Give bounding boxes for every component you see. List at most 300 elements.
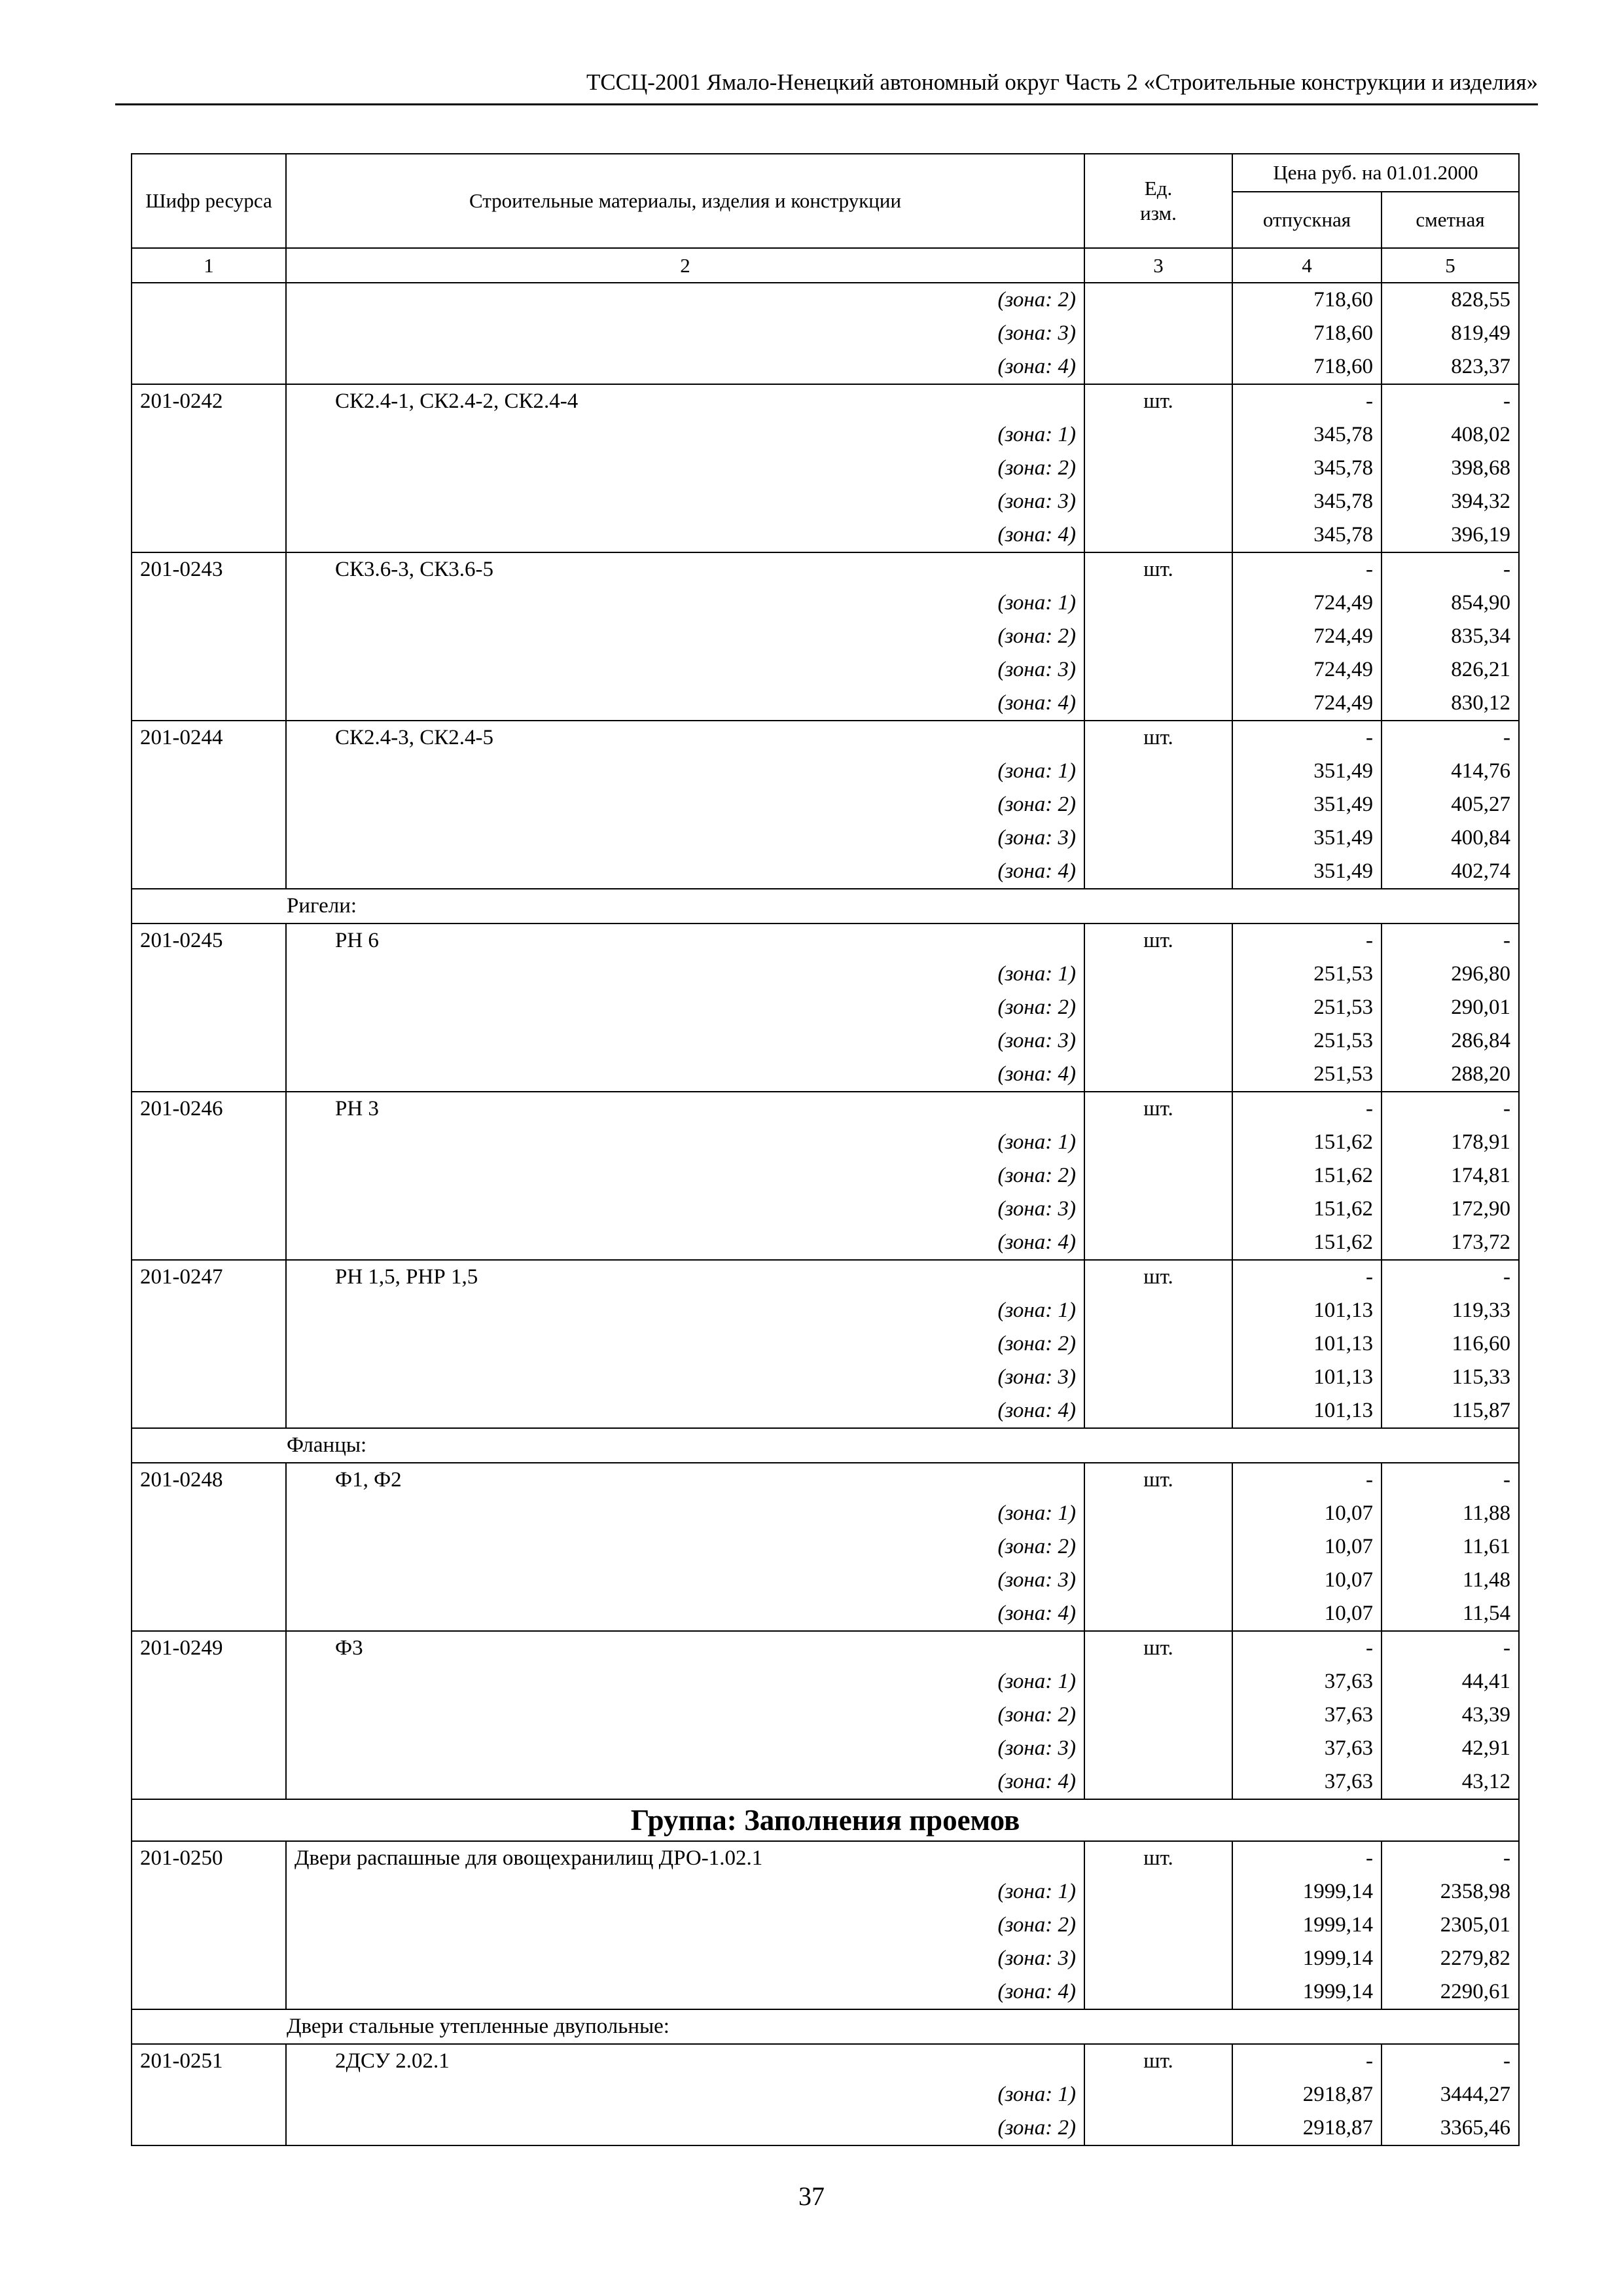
zone-label: (зона: 1) <box>286 958 1084 991</box>
unit-empty <box>1084 317 1232 350</box>
zone-price-row <box>132 821 1519 855</box>
unit-empty <box>1084 1159 1232 1193</box>
subsection-title: Фланцы: <box>132 1428 1519 1463</box>
unit-empty <box>1084 418 1232 452</box>
zone-label: (зона: 1) <box>286 1126 1084 1159</box>
release-price: - <box>1232 1841 1382 1875</box>
unit-of-measure: шт. <box>1084 1260 1232 1294</box>
release-price: 251,53 <box>1232 958 1382 991</box>
resource-code-empty <box>132 2111 286 2145</box>
resource-code-empty <box>132 1732 286 1765</box>
zone-label: (зона: 4) <box>286 1058 1084 1092</box>
resource-code-empty <box>132 1294 286 1327</box>
estimate-price: 3365,46 <box>1382 2111 1519 2145</box>
zone-price-row <box>132 2111 1519 2145</box>
estimate-price: - <box>1382 924 1519 958</box>
resource-code-empty <box>132 1665 286 1698</box>
release-price: 724,49 <box>1232 586 1382 620</box>
unit-empty <box>1084 991 1232 1024</box>
release-price: 1999,14 <box>1232 1975 1382 2009</box>
release-price: 724,49 <box>1232 653 1382 687</box>
resource-code-empty <box>132 1327 286 1361</box>
resource-code-empty <box>132 620 286 653</box>
resource-code-empty <box>132 1942 286 1975</box>
release-price: 37,63 <box>1232 1732 1382 1765</box>
zone-price-row <box>132 1564 1519 1597</box>
zone-label: (зона: 2) <box>286 1530 1084 1564</box>
zone-label: (зона: 2) <box>286 1327 1084 1361</box>
resource-code: 201-0243 <box>132 552 286 586</box>
release-price: 10,07 <box>1232 1530 1382 1564</box>
zone-label: (зона: 3) <box>286 1024 1084 1058</box>
zone-price-row <box>132 991 1519 1024</box>
resource-row <box>132 1841 1519 1875</box>
zone-price-row <box>132 350 1519 384</box>
resource-name: РН 1,5, РНР 1,5 <box>286 1260 1084 1294</box>
unit-empty <box>1084 1665 1232 1698</box>
zone-price-row <box>132 653 1519 687</box>
zone-price-row <box>132 620 1519 653</box>
release-price: - <box>1232 924 1382 958</box>
resource-code-empty <box>132 1530 286 1564</box>
zone-price-row <box>132 1909 1519 1942</box>
release-price: 724,49 <box>1232 620 1382 653</box>
release-price: 1999,14 <box>1232 1875 1382 1909</box>
column-number-row <box>132 248 1519 283</box>
unit-of-measure: шт. <box>1084 1631 1232 1665</box>
release-price: 351,49 <box>1232 788 1382 821</box>
unit-empty <box>1084 2078 1232 2111</box>
release-price: 351,49 <box>1232 755 1382 788</box>
estimate-price: 830,12 <box>1382 687 1519 721</box>
zone-label: (зона: 4) <box>286 687 1084 721</box>
release-price: 351,49 <box>1232 821 1382 855</box>
estimate-price: 2305,01 <box>1382 1909 1519 1942</box>
release-price: 251,53 <box>1232 1024 1382 1058</box>
estimate-price: 173,72 <box>1382 1226 1519 1260</box>
group-title: Группа: Заполнения проемов <box>132 1799 1519 1841</box>
resource-row <box>132 2044 1519 2078</box>
release-price: 101,13 <box>1232 1294 1382 1327</box>
resource-name: СК2.4-1, СК2.4-2, СК2.4-4 <box>286 384 1084 418</box>
unit-empty <box>1084 620 1232 653</box>
estimate-price: 11,54 <box>1382 1597 1519 1631</box>
resource-code-empty <box>132 350 286 384</box>
zone-label: (зона: 3) <box>286 485 1084 518</box>
zone-label: (зона: 3) <box>286 1564 1084 1597</box>
resource-row <box>132 384 1519 418</box>
resource-name: СК3.6-3, СК3.6-5 <box>286 552 1084 586</box>
zone-price-row <box>132 855 1519 889</box>
release-price: 345,78 <box>1232 485 1382 518</box>
unit-empty <box>1084 1193 1232 1226</box>
unit-empty <box>1084 586 1232 620</box>
release-price: 718,60 <box>1232 317 1382 350</box>
unit-empty <box>1084 1394 1232 1428</box>
resource-row <box>132 924 1519 958</box>
zone-label: (зона: 2) <box>286 2111 1084 2145</box>
zone-label: (зона: 2) <box>286 1159 1084 1193</box>
zone-label: (зона: 1) <box>286 1497 1084 1530</box>
resource-row <box>132 1260 1519 1294</box>
release-price: 718,60 <box>1232 350 1382 384</box>
resource-code-empty <box>132 958 286 991</box>
release-price: 251,53 <box>1232 1058 1382 1092</box>
unit-empty <box>1084 755 1232 788</box>
unit-empty <box>1084 1975 1232 2009</box>
estimate-price: 408,02 <box>1382 418 1519 452</box>
zone-label: (зона: 3) <box>286 821 1084 855</box>
zone-label: (зона: 1) <box>286 1875 1084 1909</box>
resource-row <box>132 1631 1519 1665</box>
release-price: 1999,14 <box>1232 1909 1382 1942</box>
estimate-price: 42,91 <box>1382 1732 1519 1765</box>
column-number: 3 <box>1084 248 1232 283</box>
zone-label: (зона: 4) <box>286 350 1084 384</box>
zone-label: (зона: 3) <box>286 1193 1084 1226</box>
estimate-price: - <box>1382 721 1519 755</box>
zone-price-row <box>132 1942 1519 1975</box>
zone-label: (зона: 2) <box>286 620 1084 653</box>
resource-code-empty <box>132 1564 286 1597</box>
zone-label: (зона: 3) <box>286 1942 1084 1975</box>
zone-price-row <box>132 1497 1519 1530</box>
zone-label: (зона: 4) <box>286 855 1084 889</box>
release-price: 37,63 <box>1232 1665 1382 1698</box>
resource-code: 201-0245 <box>132 924 286 958</box>
zone-price-row <box>132 1126 1519 1159</box>
release-price: 10,07 <box>1232 1597 1382 1631</box>
zone-label: (зона: 2) <box>286 452 1084 485</box>
estimate-price: 11,48 <box>1382 1564 1519 1597</box>
release-price: 10,07 <box>1232 1497 1382 1530</box>
unit-empty <box>1084 518 1232 552</box>
resource-code: 201-0248 <box>132 1463 286 1497</box>
unit-empty <box>1084 1564 1232 1597</box>
zone-price-row <box>132 1159 1519 1193</box>
zone-price-row <box>132 586 1519 620</box>
unit-empty <box>1084 485 1232 518</box>
estimate-price: 819,49 <box>1382 317 1519 350</box>
zone-label: (зона: 2) <box>286 1909 1084 1942</box>
resource-code-empty <box>132 1361 286 1394</box>
estimate-price: 11,88 <box>1382 1497 1519 1530</box>
release-price: - <box>1232 1463 1382 1497</box>
resource-code: 201-0246 <box>132 1092 286 1126</box>
resource-row <box>132 1092 1519 1126</box>
estimate-price: 828,55 <box>1382 283 1519 317</box>
resource-name: Ф3 <box>286 1631 1084 1665</box>
unit-of-measure: шт. <box>1084 1463 1232 1497</box>
resource-code-empty <box>132 1024 286 1058</box>
zone-label: (зона: 1) <box>286 2078 1084 2111</box>
estimate-price: 2279,82 <box>1382 1942 1519 1975</box>
unit-empty <box>1084 1058 1232 1092</box>
zone-price-row <box>132 1226 1519 1260</box>
estimate-price: 178,91 <box>1382 1126 1519 1159</box>
zone-price-row <box>132 283 1519 317</box>
release-price: 101,13 <box>1232 1394 1382 1428</box>
unit-empty <box>1084 1361 1232 1394</box>
estimate-price: 115,33 <box>1382 1361 1519 1394</box>
resource-code-empty <box>132 821 286 855</box>
zone-price-row <box>132 1058 1519 1092</box>
header-rule <box>115 103 1538 105</box>
unit-of-measure: шт. <box>1084 924 1232 958</box>
column-number: 1 <box>132 248 286 283</box>
release-price: 101,13 <box>1232 1361 1382 1394</box>
unit-empty <box>1084 1024 1232 1058</box>
estimate-price: 286,84 <box>1382 1024 1519 1058</box>
resource-name: Ф1, Ф2 <box>286 1463 1084 1497</box>
unit-empty <box>1084 1497 1232 1530</box>
release-price: 151,62 <box>1232 1159 1382 1193</box>
subsection-title: Ригели: <box>132 889 1519 924</box>
resource-code-empty <box>132 1394 286 1428</box>
estimate-price: - <box>1382 384 1519 418</box>
release-price: 101,13 <box>1232 1327 1382 1361</box>
release-price: - <box>1232 2044 1382 2078</box>
release-price: 2918,87 <box>1232 2111 1382 2145</box>
resource-code-empty <box>132 1126 286 1159</box>
release-price: - <box>1232 721 1382 755</box>
estimate-price: 2290,61 <box>1382 1975 1519 2009</box>
resource-code-empty <box>132 855 286 889</box>
unit-empty <box>1084 2111 1232 2145</box>
group-heading-row <box>132 1799 1519 1841</box>
zone-label: (зона: 2) <box>286 1698 1084 1732</box>
unit-empty <box>1084 1942 1232 1975</box>
release-price: 151,62 <box>1232 1226 1382 1260</box>
estimate-price: - <box>1382 1463 1519 1497</box>
subsection-title: Двери стальные утепленные двупольные: <box>132 2009 1519 2044</box>
release-price: 1999,14 <box>1232 1942 1382 1975</box>
zone-label: (зона: 3) <box>286 653 1084 687</box>
zone-price-row <box>132 1732 1519 1765</box>
resource-code-empty <box>132 452 286 485</box>
resource-name: РН 6 <box>286 924 1084 958</box>
estimate-price: 402,74 <box>1382 855 1519 889</box>
resource-code-empty <box>132 1765 286 1799</box>
zone-price-row <box>132 1765 1519 1799</box>
estimate-price: - <box>1382 1631 1519 1665</box>
column-header-estimate-price: сметная <box>1382 192 1519 248</box>
zone-label: (зона: 1) <box>286 755 1084 788</box>
zone-label: (зона: 2) <box>286 788 1084 821</box>
column-header-name: Строительные материалы, изделия и конструкции <box>286 154 1084 248</box>
zone-label: (зона: 2) <box>286 991 1084 1024</box>
resource-code-empty <box>132 586 286 620</box>
resource-code-empty <box>132 1193 286 1226</box>
release-price: 345,78 <box>1232 452 1382 485</box>
resource-row <box>132 552 1519 586</box>
unit-of-measure: шт. <box>1084 384 1232 418</box>
zone-label: (зона: 4) <box>286 1975 1084 2009</box>
estimate-price: 405,27 <box>1382 788 1519 821</box>
price-table-container <box>131 153 1518 2146</box>
estimate-price: 288,20 <box>1382 1058 1519 1092</box>
zone-price-row <box>132 1665 1519 1698</box>
unit-empty <box>1084 1732 1232 1765</box>
zone-price-row <box>132 518 1519 552</box>
zone-label: (зона: 4) <box>286 1394 1084 1428</box>
unit-empty <box>1084 1294 1232 1327</box>
unit-empty <box>1084 821 1232 855</box>
release-price: 251,53 <box>1232 991 1382 1024</box>
estimate-price: 3444,27 <box>1382 2078 1519 2111</box>
estimate-price: 854,90 <box>1382 586 1519 620</box>
estimate-price: 414,76 <box>1382 755 1519 788</box>
unit-empty <box>1084 1226 1232 1260</box>
unit-empty <box>1084 452 1232 485</box>
estimate-price: 396,19 <box>1382 518 1519 552</box>
resource-code-empty <box>132 485 286 518</box>
unit-empty <box>1084 1126 1232 1159</box>
resource-code-empty <box>132 991 286 1024</box>
estimate-price: - <box>1382 1841 1519 1875</box>
release-price: 345,78 <box>1232 418 1382 452</box>
zone-label: (зона: 1) <box>286 418 1084 452</box>
estimate-price: 400,84 <box>1382 821 1519 855</box>
estimate-price: - <box>1382 1260 1519 1294</box>
price-table-body <box>132 283 1519 2145</box>
estimate-price: 823,37 <box>1382 350 1519 384</box>
column-number: 4 <box>1232 248 1382 283</box>
zone-price-row <box>132 1597 1519 1631</box>
zone-price-row <box>132 755 1519 788</box>
unit-empty <box>1084 1698 1232 1732</box>
release-price: - <box>1232 384 1382 418</box>
zone-label: (зона: 1) <box>286 586 1084 620</box>
resource-name: СК2.4-3, СК2.4-5 <box>286 721 1084 755</box>
release-price: 151,62 <box>1232 1126 1382 1159</box>
unit-of-measure: шт. <box>1084 721 1232 755</box>
release-price: 37,63 <box>1232 1765 1382 1799</box>
zone-label: (зона: 4) <box>286 1765 1084 1799</box>
zone-price-row <box>132 1698 1519 1732</box>
zone-label: (зона: 1) <box>286 1294 1084 1327</box>
resource-code-empty <box>132 283 286 317</box>
resource-code: 201-0251 <box>132 2044 286 2078</box>
resource-code-empty <box>132 788 286 821</box>
zone-price-row <box>132 1193 1519 1226</box>
release-price: - <box>1232 1260 1382 1294</box>
unit-empty <box>1084 958 1232 991</box>
estimate-price: 290,01 <box>1382 991 1519 1024</box>
estimate-price: - <box>1382 552 1519 586</box>
zone-label: (зона: 4) <box>286 518 1084 552</box>
zone-price-row <box>132 1294 1519 1327</box>
subsection-row <box>132 1428 1519 1463</box>
unit-empty <box>1084 653 1232 687</box>
zone-price-row <box>132 1024 1519 1058</box>
unit-empty <box>1084 1875 1232 1909</box>
resource-code-empty <box>132 687 286 721</box>
price-table <box>131 153 1520 2146</box>
resource-code-empty <box>132 1698 286 1732</box>
unit-empty <box>1084 1597 1232 1631</box>
zone-price-row <box>132 452 1519 485</box>
zone-price-row <box>132 687 1519 721</box>
zone-price-row <box>132 1361 1519 1394</box>
resource-name: Двери распашные для овощехранилищ ДРО-1.02.1 <box>286 1841 1084 1875</box>
resource-code-empty <box>132 1226 286 1260</box>
estimate-price: 398,68 <box>1382 452 1519 485</box>
zone-price-row <box>132 418 1519 452</box>
release-price: - <box>1232 1092 1382 1126</box>
release-price: 151,62 <box>1232 1193 1382 1226</box>
resource-code-empty <box>132 2078 286 2111</box>
resource-code: 201-0247 <box>132 1260 286 1294</box>
column-header-code: Шифр ресурса <box>132 154 286 248</box>
column-header-release-price: отпускная <box>1232 192 1382 248</box>
resource-name: 2ДСУ 2.02.1 <box>286 2044 1084 2078</box>
column-header-unit: Ед. изм. <box>1084 154 1232 248</box>
zone-price-row <box>132 1394 1519 1428</box>
estimate-price: 2358,98 <box>1382 1875 1519 1909</box>
zone-price-row <box>132 485 1519 518</box>
subsection-row <box>132 889 1519 924</box>
unit-empty <box>1084 1327 1232 1361</box>
zone-label: (зона: 4) <box>286 1597 1084 1631</box>
resource-code-empty <box>132 1975 286 2009</box>
resource-code-empty <box>132 755 286 788</box>
release-price: 724,49 <box>1232 687 1382 721</box>
unit-of-measure: шт. <box>1084 1092 1232 1126</box>
document-running-header: ТССЦ-2001 Ямало-Ненецкий автономный округ Часть 2 «Строительные конструкции и изделия» <box>586 69 1538 95</box>
zone-price-row <box>132 958 1519 991</box>
resource-code: 201-0244 <box>132 721 286 755</box>
estimate-price: 44,41 <box>1382 1665 1519 1698</box>
resource-row <box>132 1463 1519 1497</box>
resource-code-empty <box>132 317 286 350</box>
unit-empty <box>1084 283 1232 317</box>
estimate-price: 394,32 <box>1382 485 1519 518</box>
resource-code-empty <box>132 518 286 552</box>
zone-price-row <box>132 788 1519 821</box>
zone-label: (зона: 1) <box>286 1665 1084 1698</box>
resource-row <box>132 721 1519 755</box>
unit-of-measure: шт. <box>1084 1841 1232 1875</box>
estimate-price: 116,60 <box>1382 1327 1519 1361</box>
estimate-price: 826,21 <box>1382 653 1519 687</box>
column-header-price-group: Цена руб. на 01.01.2000 <box>1232 154 1519 192</box>
unit-empty <box>1084 855 1232 889</box>
resource-code-empty <box>132 653 286 687</box>
column-number: 2 <box>286 248 1084 283</box>
release-price: 718,60 <box>1232 283 1382 317</box>
estimate-price: - <box>1382 1092 1519 1126</box>
release-price: - <box>1232 552 1382 586</box>
estimate-price: - <box>1382 2044 1519 2078</box>
resource-code: 201-0249 <box>132 1631 286 1665</box>
estimate-price: 835,34 <box>1382 620 1519 653</box>
zone-label: (зона: 3) <box>286 1732 1084 1765</box>
resource-name: РН 3 <box>286 1092 1084 1126</box>
unit-empty <box>1084 687 1232 721</box>
estimate-price: 11,61 <box>1382 1530 1519 1564</box>
zone-price-row <box>132 317 1519 350</box>
zone-price-row <box>132 1875 1519 1909</box>
resource-code-empty <box>132 1058 286 1092</box>
release-price: 10,07 <box>1232 1564 1382 1597</box>
column-number: 5 <box>1382 248 1519 283</box>
zone-price-row <box>132 1327 1519 1361</box>
release-price: 351,49 <box>1232 855 1382 889</box>
unit-empty <box>1084 1530 1232 1564</box>
resource-code-empty <box>132 418 286 452</box>
estimate-price: 119,33 <box>1382 1294 1519 1327</box>
